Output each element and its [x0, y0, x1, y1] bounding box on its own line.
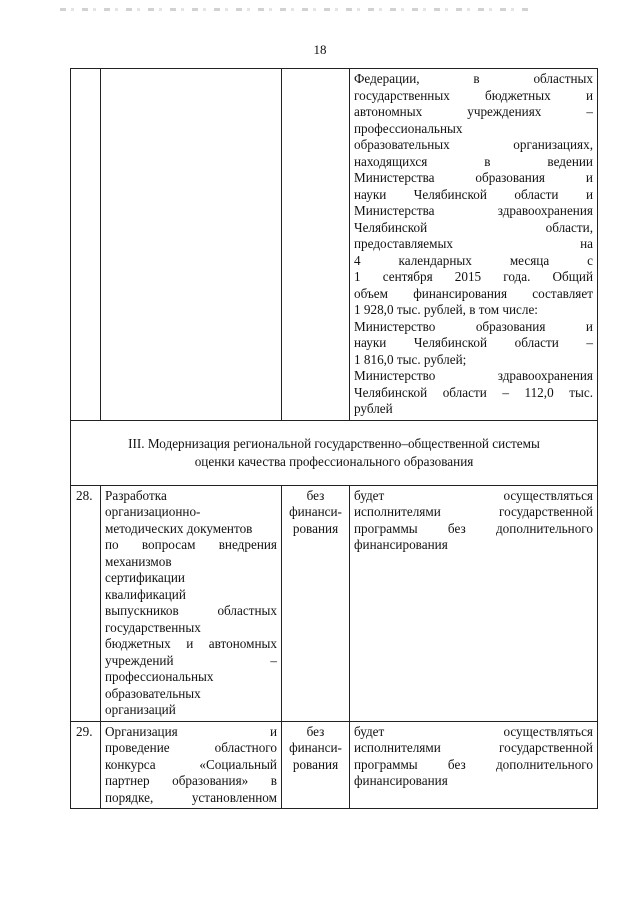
result-line: 1 928,0 тыс. рублей, в том числе: — [354, 302, 538, 317]
section-title-line: оценки качества профессионального образования — [194, 453, 474, 469]
result-line: Челябинской области, — [354, 219, 593, 235]
number-cell — [71, 69, 101, 421]
result-line: предоставляемых на — [354, 236, 593, 251]
result-line: 1 сентября 2015 года. Общий — [354, 269, 593, 284]
activity-line: профессиональных — [105, 669, 214, 684]
result-cell — [350, 721, 598, 809]
result-line: программы без дополнительного — [354, 756, 593, 772]
financing-cell — [282, 485, 350, 721]
activity-line: учреждений – — [105, 652, 277, 668]
result-line: Челябинской области – 112,0 тыс. — [354, 384, 593, 400]
result-line: находящихся в ведении — [354, 153, 593, 169]
activity-line: Разработка — [105, 487, 167, 503]
financing-line: финанси- — [289, 504, 342, 519]
activity-line: образовательных — [105, 685, 201, 701]
section-heading-row — [71, 420, 598, 485]
result-cell — [350, 69, 598, 421]
result-line: Министерства здравоохранения — [354, 203, 593, 218]
activity-line: организаций — [105, 702, 176, 717]
activity-cell — [101, 69, 282, 421]
result-line: науки Челябинской области – — [354, 335, 593, 350]
program-activities-table — [70, 68, 598, 809]
scan-header-artifact — [60, 8, 530, 11]
financing-line: рования — [292, 520, 339, 536]
result-line: профессиональных — [354, 120, 463, 136]
table-row-continued — [71, 69, 598, 421]
activity-line: проведение областного — [105, 740, 277, 755]
result-line: государственных бюджетных и — [354, 87, 593, 103]
financing-line: финанси- — [289, 740, 342, 755]
page-number: 18 — [313, 42, 327, 57]
section-heading — [71, 420, 598, 485]
activity-cell — [101, 485, 282, 721]
result-line: Федерации, в областных — [354, 71, 593, 86]
result-line: 4 календарных месяца с — [354, 252, 593, 268]
financing-cell — [282, 69, 350, 421]
activity-line: методических документов — [105, 520, 253, 536]
table-row — [71, 485, 598, 721]
table-row — [71, 721, 598, 809]
financing-line: без — [306, 487, 325, 503]
activity-line: механизмов — [105, 553, 172, 569]
activity-line: конкурса «Социальный — [105, 756, 277, 772]
result-line: объем финансирования составляет — [354, 285, 593, 301]
result-line: рублей — [354, 401, 393, 416]
activity-line: сертификации — [105, 570, 185, 585]
row-number: 29. — [71, 721, 101, 809]
activity-line: выпускников областных — [105, 603, 277, 618]
result-line: Министерства образования и — [354, 170, 593, 185]
activity-line: квалификаций — [105, 586, 186, 602]
result-line: финансирования — [354, 773, 448, 788]
result-line: финансирования — [354, 537, 448, 552]
row-number: 28. — [71, 485, 101, 721]
result-line: Министерство образования и — [354, 318, 593, 334]
result-line: автономных учреждениях – — [354, 104, 593, 119]
result-line: программы без дополнительного — [354, 520, 593, 536]
result-line: исполнителями государственной — [354, 740, 593, 755]
financing-cell — [282, 721, 350, 809]
financing-line: без — [306, 723, 325, 739]
financing-line: рования — [292, 756, 339, 772]
result-line: 1 816,0 тыс. рублей; — [354, 351, 467, 367]
result-line: будет осуществляться — [354, 487, 593, 503]
activity-cell — [101, 721, 282, 809]
section-title-line: III. Модернизация региональной государственно–общественной системы — [128, 435, 540, 451]
activity-line: Организация и — [105, 723, 277, 739]
result-line: будет осуществляться — [354, 723, 593, 739]
result-line: Министерство здравоохранения — [354, 368, 593, 383]
result-line: науки Челябинской области и — [354, 186, 593, 202]
result-line: образовательных организациях, — [354, 137, 593, 152]
activity-line: порядке, установленном — [105, 789, 277, 805]
activity-line: бюджетных и автономных — [105, 636, 277, 651]
activity-line: партнер образования» в — [105, 773, 277, 788]
activity-line: организационно- — [105, 504, 201, 519]
activity-line: по вопросам внедрения — [105, 537, 277, 552]
activity-line: государственных — [105, 619, 201, 635]
result-cell — [350, 485, 598, 721]
result-line: исполнителями государственной — [354, 504, 593, 519]
